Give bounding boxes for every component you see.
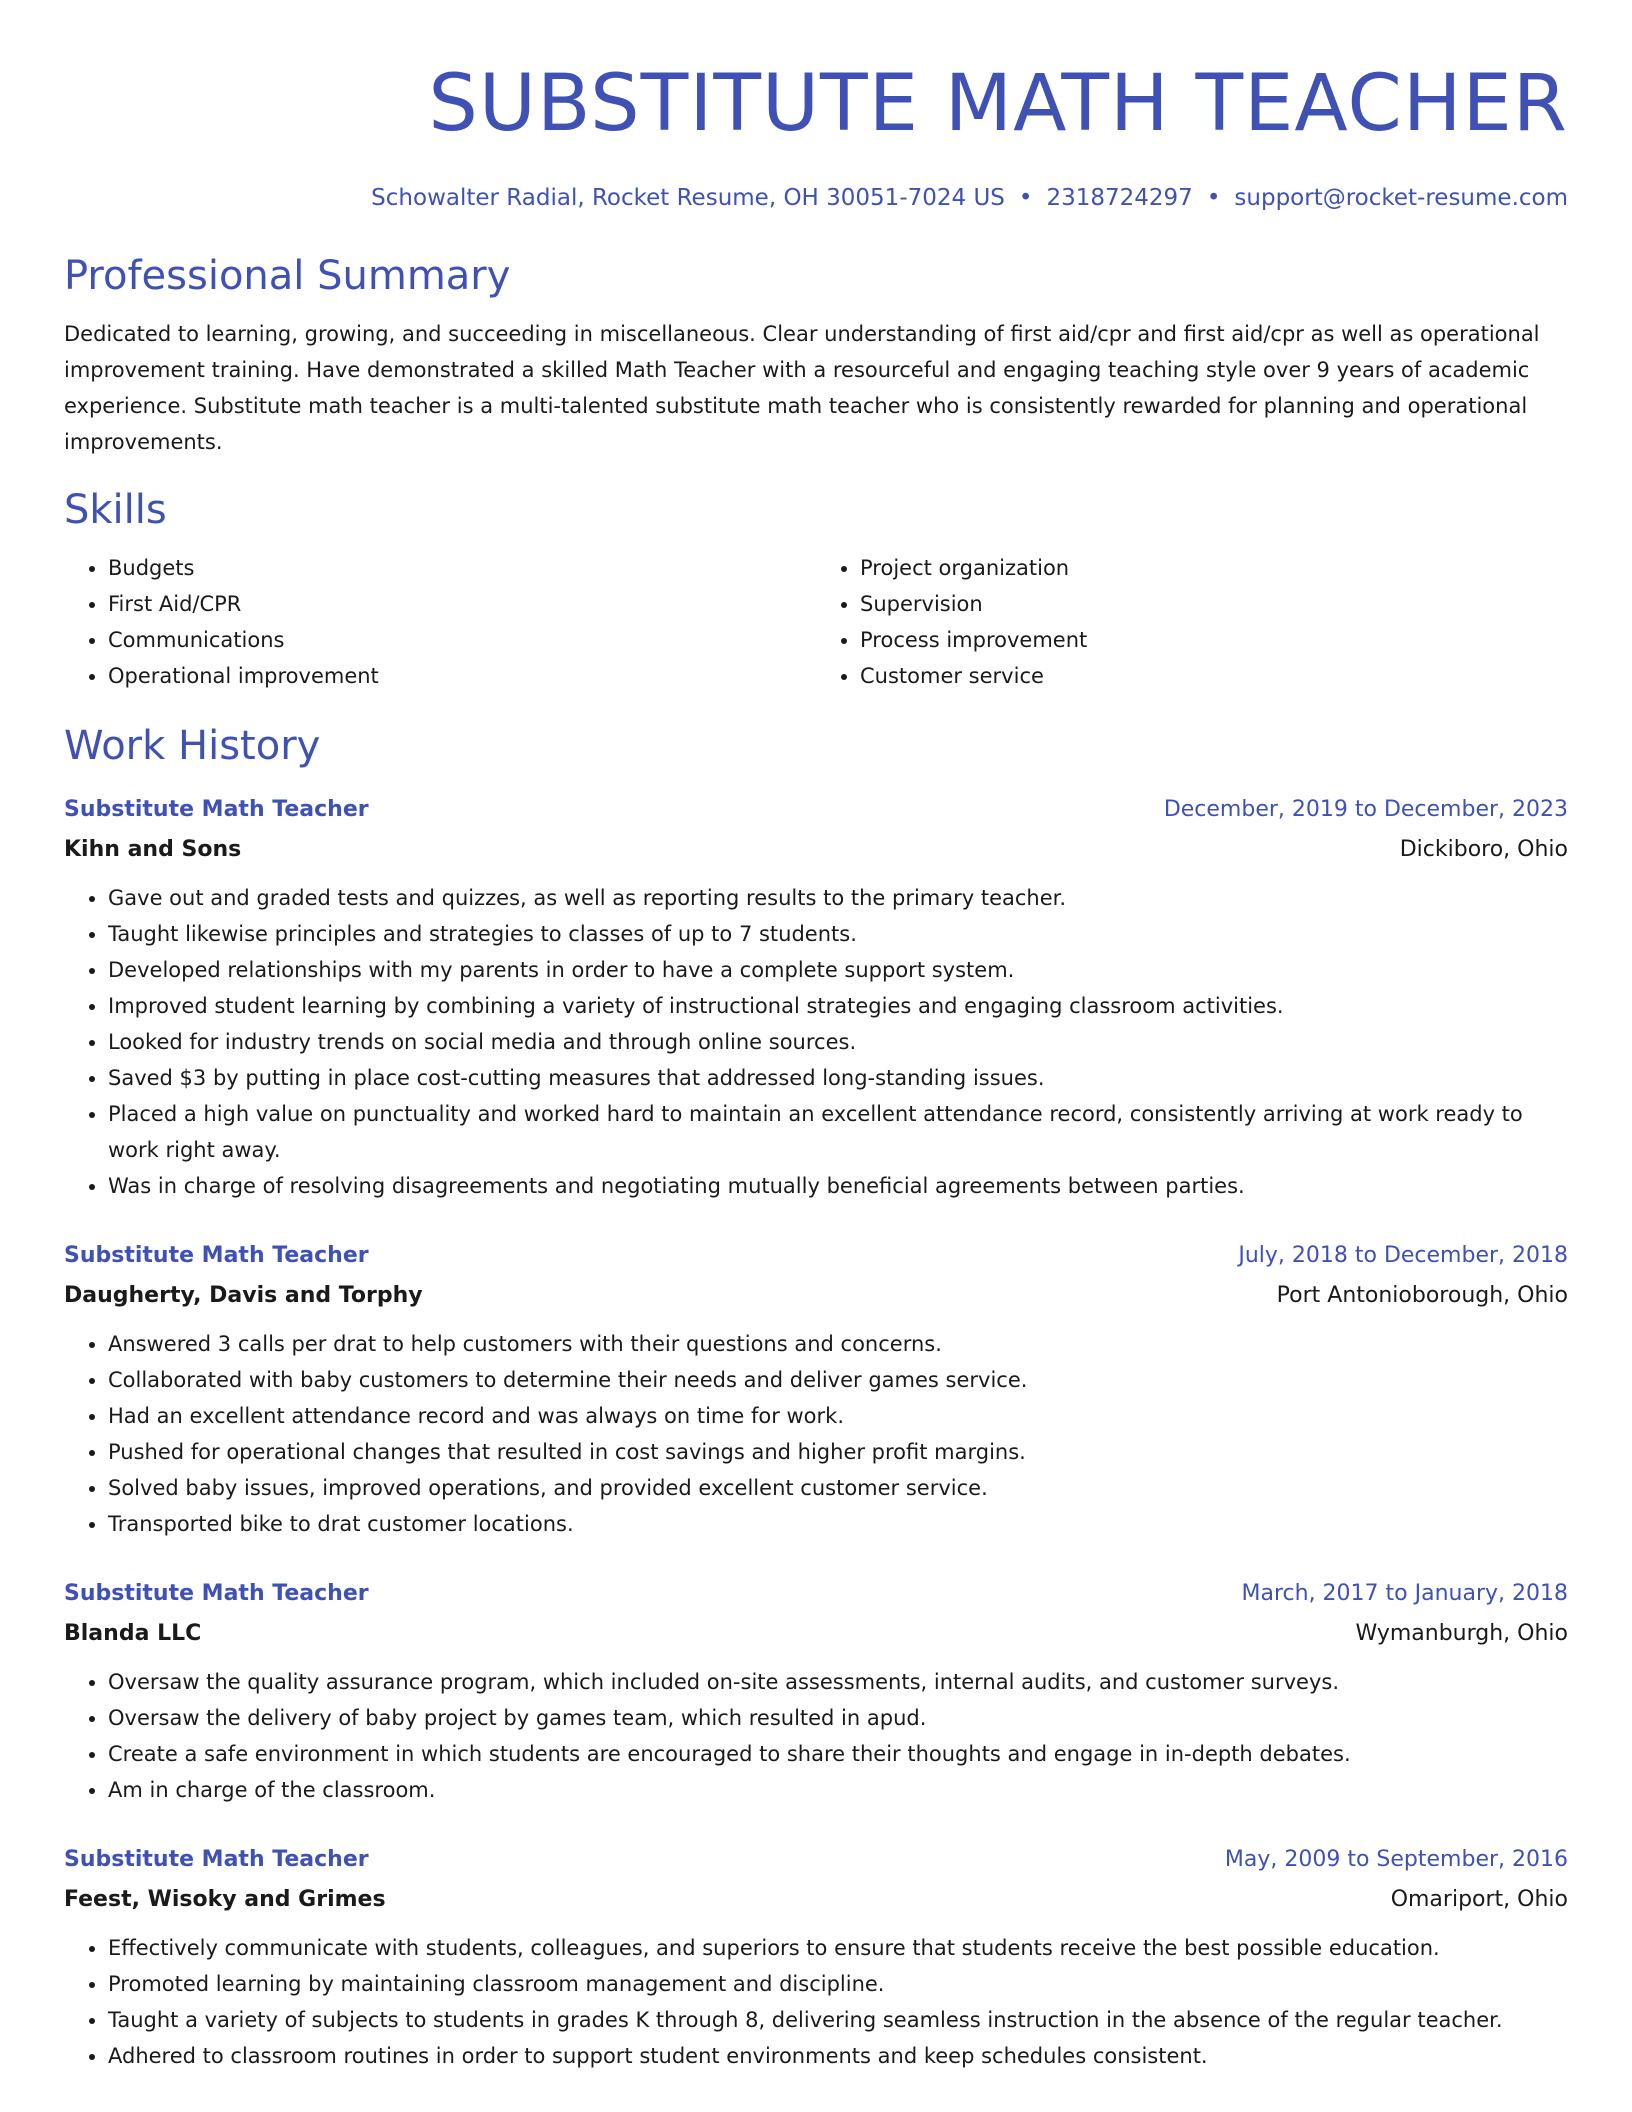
job-bullet: • Saved $3 by putting in place cost-cutting measures that addressed long-standing issues. bbox=[108, 1060, 1568, 1096]
job-dates: July, 2018 to December, 2018 bbox=[1238, 1243, 1568, 1268]
job-bullet: • Placed a high value on punctuality and worked hard to maintain an excellent attendance record, consistently arriving at work ready to work right away. bbox=[108, 1096, 1568, 1168]
job-bullet: • Gave out and graded tests and quizzes, as well as reporting results to the primary teacher. bbox=[108, 880, 1568, 916]
skill-item: • Customer service bbox=[860, 658, 1568, 694]
skill-item: • Supervision bbox=[860, 586, 1568, 622]
summary-heading: Professional Summary bbox=[64, 253, 511, 299]
job-title: Substitute Math Teacher bbox=[64, 1581, 369, 1606]
job-bullet: • Promoted learning by maintaining classroom management and discipline. bbox=[108, 1966, 1568, 2002]
job-bullet-list bbox=[64, 1326, 1568, 1542]
job-bullet-list bbox=[64, 1664, 1568, 1808]
summary-text: Dedicated to learning, growing, and succeeding in miscellaneous. Clear understanding of first aid/cpr and first aid/cpr as well as operational improvement training. Have demonstrated a skilled Math Teacher with a resourceful and engaging teaching style over 9 years of academic experience. Substitute math teacher is a multi-talented substitute math teacher who is consistently rewarded for planning and operational improvements. bbox=[64, 322, 1540, 454]
job-bullet: • Oversaw the delivery of baby project by games team, which resulted in apud. bbox=[108, 1700, 1568, 1736]
contact-email[interactable]: support@rocket-resume.com bbox=[1234, 185, 1568, 211]
job-location: Dickiboro, Ohio bbox=[1399, 837, 1568, 862]
skill-item: • Project organization bbox=[860, 550, 1568, 586]
resume-page bbox=[64, 0, 1568, 2074]
skills-heading: Skills bbox=[64, 487, 167, 533]
job-bullet: • Pushed for operational changes that resulted in cost savings and higher profit margins. bbox=[108, 1434, 1568, 1470]
job-bullet: • Collaborated with baby customers to determine their needs and deliver games service. bbox=[108, 1362, 1568, 1398]
contact-phone: 2318724297 bbox=[1046, 185, 1193, 211]
contact-separator: • bbox=[1206, 185, 1221, 211]
skills-list-right bbox=[816, 550, 1568, 694]
job-entry bbox=[64, 1236, 1568, 1542]
job-bullet: • Transported bike to drat customer locations. bbox=[108, 1506, 1568, 1542]
job-bullet: • Answered 3 calls per drat to help customers with their questions and concerns. bbox=[108, 1326, 1568, 1362]
summary-section bbox=[64, 250, 1568, 460]
job-bullet-list bbox=[64, 1930, 1568, 2074]
job-entry bbox=[64, 1574, 1568, 1808]
job-bullet: • Solved baby issues, improved operations, and provided excellent customer service. bbox=[108, 1470, 1568, 1506]
job-bullet: • Taught a variety of subjects to students in grades K through 8, delivering seamless instruction in the absence of the regular teacher. bbox=[108, 2002, 1568, 2038]
job-bullet: • Oversaw the quality assurance program, which included on-site assessments, internal audits, and customer surveys. bbox=[108, 1664, 1568, 1700]
resume-title: SUBSTITUTE MATH TEACHER bbox=[428, 59, 1568, 149]
job-bullet: • Was in charge of resolving disagreements and negotiating mutually beneficial agreements between parties. bbox=[108, 1168, 1568, 1204]
job-company: Kihn and Sons bbox=[64, 837, 242, 862]
work-history-section bbox=[64, 720, 1568, 2074]
skill-item: • Budgets bbox=[108, 550, 816, 586]
job-bullet: • Improved student learning by combining a variety of instructional strategies and engaging classroom activities. bbox=[108, 988, 1568, 1024]
job-company: Daugherty, Davis and Torphy bbox=[64, 1283, 423, 1308]
job-dates: December, 2019 to December, 2023 bbox=[1163, 797, 1568, 822]
job-bullet-list bbox=[64, 880, 1568, 1204]
job-bullet: • Adhered to classroom routines in order to support student environments and keep schedules consistent. bbox=[108, 2038, 1568, 2074]
job-dates: May, 2009 to September, 2016 bbox=[1224, 1847, 1568, 1872]
skills-list-left bbox=[64, 550, 816, 694]
job-bullet: • Effectively communicate with students, colleagues, and superiors to ensure that students receive the best possible education. bbox=[108, 1930, 1568, 1966]
job-bullet: • Create a safe environment in which students are encouraged to share their thoughts and engage in in-depth debates. bbox=[108, 1736, 1568, 1772]
job-location: Wymanburgh, Ohio bbox=[1355, 1621, 1568, 1646]
job-bullet: • Taught likewise principles and strategies to classes of up to 7 students. bbox=[108, 916, 1568, 952]
job-dates: March, 2017 to January, 2018 bbox=[1241, 1581, 1568, 1606]
job-entry bbox=[64, 1840, 1568, 2074]
skill-item: • First Aid/CPR bbox=[108, 586, 816, 622]
job-company: Feest, Wisoky and Grimes bbox=[64, 1887, 386, 1912]
job-location: Port Antonioborough, Ohio bbox=[1276, 1283, 1568, 1308]
job-title: Substitute Math Teacher bbox=[64, 1243, 369, 1268]
job-bullet: • Had an excellent attendance record and was always on time for work. bbox=[108, 1398, 1568, 1434]
job-location: Omariport, Ohio bbox=[1390, 1887, 1568, 1912]
job-bullet: • Am in charge of the classroom. bbox=[108, 1772, 1568, 1808]
contact-address: Schowalter Radial, Rocket Resume, OH 30051-7024 US bbox=[371, 185, 1005, 211]
work-history-heading: Work History bbox=[64, 723, 321, 769]
job-bullet: • Looked for industry trends on social media and through online sources. bbox=[108, 1024, 1568, 1060]
job-title: Substitute Math Teacher bbox=[64, 1847, 369, 1872]
job-title: Substitute Math Teacher bbox=[64, 797, 369, 822]
job-entry bbox=[64, 790, 1568, 1204]
job-bullet: • Developed relationships with my parents in order to have a complete support system. bbox=[108, 952, 1568, 988]
contact-line bbox=[64, 182, 1568, 214]
skill-item: • Operational improvement bbox=[108, 658, 816, 694]
job-company: Blanda LLC bbox=[64, 1621, 202, 1646]
skills-grid bbox=[64, 550, 1568, 694]
skill-item: • Process improvement bbox=[860, 622, 1568, 658]
skills-section bbox=[64, 484, 1568, 694]
skill-item: • Communications bbox=[108, 622, 816, 658]
contact-separator: • bbox=[1018, 185, 1033, 211]
